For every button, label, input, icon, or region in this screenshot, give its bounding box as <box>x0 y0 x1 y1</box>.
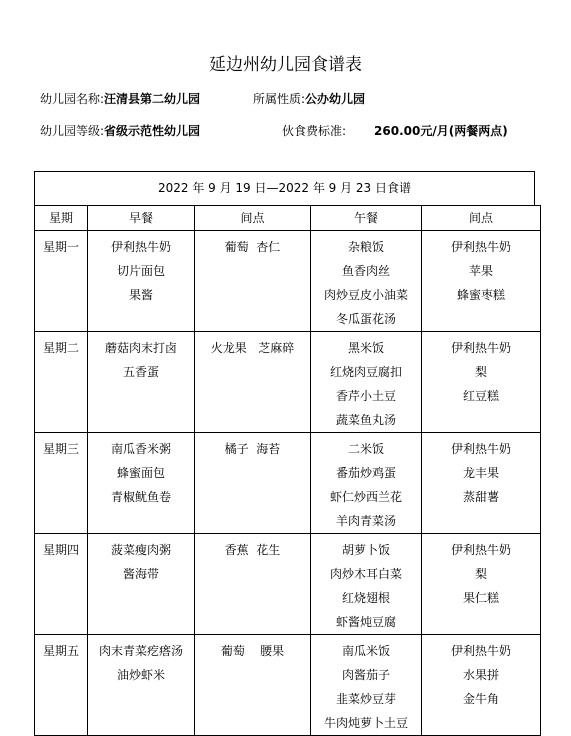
table-row <box>35 635 541 736</box>
breakfast-cell <box>88 433 195 534</box>
menu-item: 韭菜炒豆芽 <box>335 692 396 706</box>
menu-item: 冬瓜蛋花汤 <box>335 312 396 326</box>
nature-value: 公办幼儿园 <box>305 92 366 106</box>
table-row <box>35 332 541 433</box>
morning-snack-cell <box>195 635 311 736</box>
day-cell <box>35 433 88 534</box>
menu-item: 酱海带 <box>122 567 159 581</box>
menu-item: 虾酱炖豆腐 <box>335 615 396 629</box>
menu-item: 肉炒木耳白菜 <box>329 567 402 581</box>
menu-item: 青椒鱿鱼卷 <box>110 490 171 504</box>
menu-item: 龙丰果 <box>462 466 499 480</box>
menu-item: 梨 <box>474 567 487 581</box>
menu-item: 鱼香肉丝 <box>341 264 390 278</box>
menu-item: 橘子 海苔 <box>224 442 281 456</box>
menu-item: 香蕉 花生 <box>224 543 281 557</box>
breakfast-cell <box>88 332 195 433</box>
menu-item: 伊利热牛奶 <box>450 240 511 254</box>
menu-item: 蜂蜜面包 <box>116 466 165 480</box>
menu-table <box>34 205 541 736</box>
header-breakfast: 早餐 <box>88 206 195 231</box>
menu-item: 伊利热牛奶 <box>450 543 511 557</box>
day-cell <box>35 534 88 635</box>
menu-item: 杂粮饭 <box>347 240 384 254</box>
menu-item: 胡萝卜饭 <box>341 543 390 557</box>
grade-value: 省级示范性幼儿园 <box>104 124 201 138</box>
menu-item: 肉酱茄子 <box>341 668 390 682</box>
menu-item: 五香蛋 <box>122 365 159 379</box>
menu-item: 切片面包 <box>116 264 165 278</box>
menu-item: 南瓜米饭 <box>341 644 390 658</box>
afternoon-snack-cell <box>422 231 541 332</box>
menu-item: 羊肉青菜汤 <box>335 514 396 528</box>
afternoon-snack-cell <box>422 433 541 534</box>
lunch-cell <box>311 433 422 534</box>
menu-item: 红豆糕 <box>462 389 499 403</box>
menu-item: 红烧翅根 <box>341 591 390 605</box>
morning-snack-cell <box>195 332 311 433</box>
day-cell <box>35 231 88 332</box>
menu-item: 梨 <box>474 365 487 379</box>
menu-item: 葡萄 杏仁 <box>224 240 281 254</box>
menu-item: 伊利热牛奶 <box>450 442 511 456</box>
lunch-cell <box>311 635 422 736</box>
breakfast-cell <box>88 635 195 736</box>
afternoon-snack-cell <box>422 332 541 433</box>
table-row <box>35 433 541 534</box>
menu-item: 香芹小土豆 <box>335 389 396 403</box>
afternoon-snack-cell <box>422 635 541 736</box>
kindergarten-name <box>40 90 200 107</box>
weekday-label: 星期二 <box>42 341 79 355</box>
table-row <box>35 231 541 332</box>
nature-label: 所属性质: <box>253 92 306 106</box>
header-lunch: 午餐 <box>311 206 422 231</box>
kindergarten-grade <box>40 122 200 139</box>
weekday-label: 星期四 <box>42 543 79 557</box>
grade-label: 幼儿园等级: <box>40 124 105 138</box>
header-row <box>35 206 541 231</box>
breakfast-cell <box>88 231 195 332</box>
weekday-label: 星期五 <box>42 644 79 658</box>
header-day: 星期 <box>35 206 88 231</box>
menu-item: 蔬菜鱼丸汤 <box>335 413 396 427</box>
menu-item: 虾仁炒西兰花 <box>329 490 402 504</box>
menu-item: 蒸甜薯 <box>462 490 499 504</box>
menu-item: 油炒虾米 <box>116 668 165 682</box>
menu-item: 果仁糕 <box>462 591 499 605</box>
day-cell <box>35 635 88 736</box>
name-label: 幼儿园名称: <box>40 92 105 106</box>
afternoon-snack-cell <box>422 534 541 635</box>
lunch-cell <box>311 231 422 332</box>
meal-fee <box>282 122 508 139</box>
weekday-label: 星期三 <box>42 442 79 456</box>
header-snack-afternoon: 间点 <box>422 206 541 231</box>
menu-item: 伊利热牛奶 <box>110 240 171 254</box>
header-snack-morning: 间点 <box>195 206 311 231</box>
lunch-cell <box>311 534 422 635</box>
menu-item: 肉末青菜疙瘩汤 <box>98 644 183 658</box>
menu-item: 红烧肉豆腐扣 <box>329 365 402 379</box>
menu-item: 伊利热牛奶 <box>450 644 511 658</box>
menu-item: 火龙果 芝麻碎 <box>210 341 295 355</box>
menu-item: 葡萄 腰果 <box>220 644 285 658</box>
menu-item: 水果拼 <box>462 668 499 682</box>
menu-item: 牛肉炖萝卜土豆 <box>323 716 408 730</box>
menu-item: 黑米饭 <box>347 341 384 355</box>
morning-snack-cell <box>195 231 311 332</box>
lunch-cell <box>311 332 422 433</box>
morning-snack-cell <box>195 433 311 534</box>
menu-item: 肉炒豆皮小油菜 <box>323 288 408 302</box>
day-cell <box>35 332 88 433</box>
menu-item: 果酱 <box>128 288 153 302</box>
breakfast-cell <box>88 534 195 635</box>
menu-item: 番茄炒鸡蛋 <box>335 466 396 480</box>
menu-item: 蜂蜜枣糕 <box>456 288 505 302</box>
menu-period: 2022 年 9 月 19 日—2022 年 9 月 23 日食谱 <box>34 171 535 205</box>
menu-item: 菠菜瘦肉粥 <box>110 543 171 557</box>
menu-item: 蘑菇肉末打卤 <box>104 341 177 355</box>
table-row <box>35 534 541 635</box>
menu-item: 苹果 <box>468 264 493 278</box>
menu-item: 二米饭 <box>347 442 384 456</box>
name-value: 汪清县第二幼儿园 <box>104 92 201 106</box>
menu-item: 金牛角 <box>462 692 499 706</box>
weekday-label: 星期一 <box>42 240 79 254</box>
fee-value: 260.00元/月(两餐两点) <box>374 124 508 138</box>
menu-item: 南瓜香米粥 <box>110 442 171 456</box>
page-title: 延边州幼儿园食谱表 <box>209 55 362 75</box>
kindergarten-nature <box>253 90 365 107</box>
fee-label: 伙食费标准: <box>282 124 347 138</box>
morning-snack-cell <box>195 534 311 635</box>
menu-item: 伊利热牛奶 <box>450 341 511 355</box>
